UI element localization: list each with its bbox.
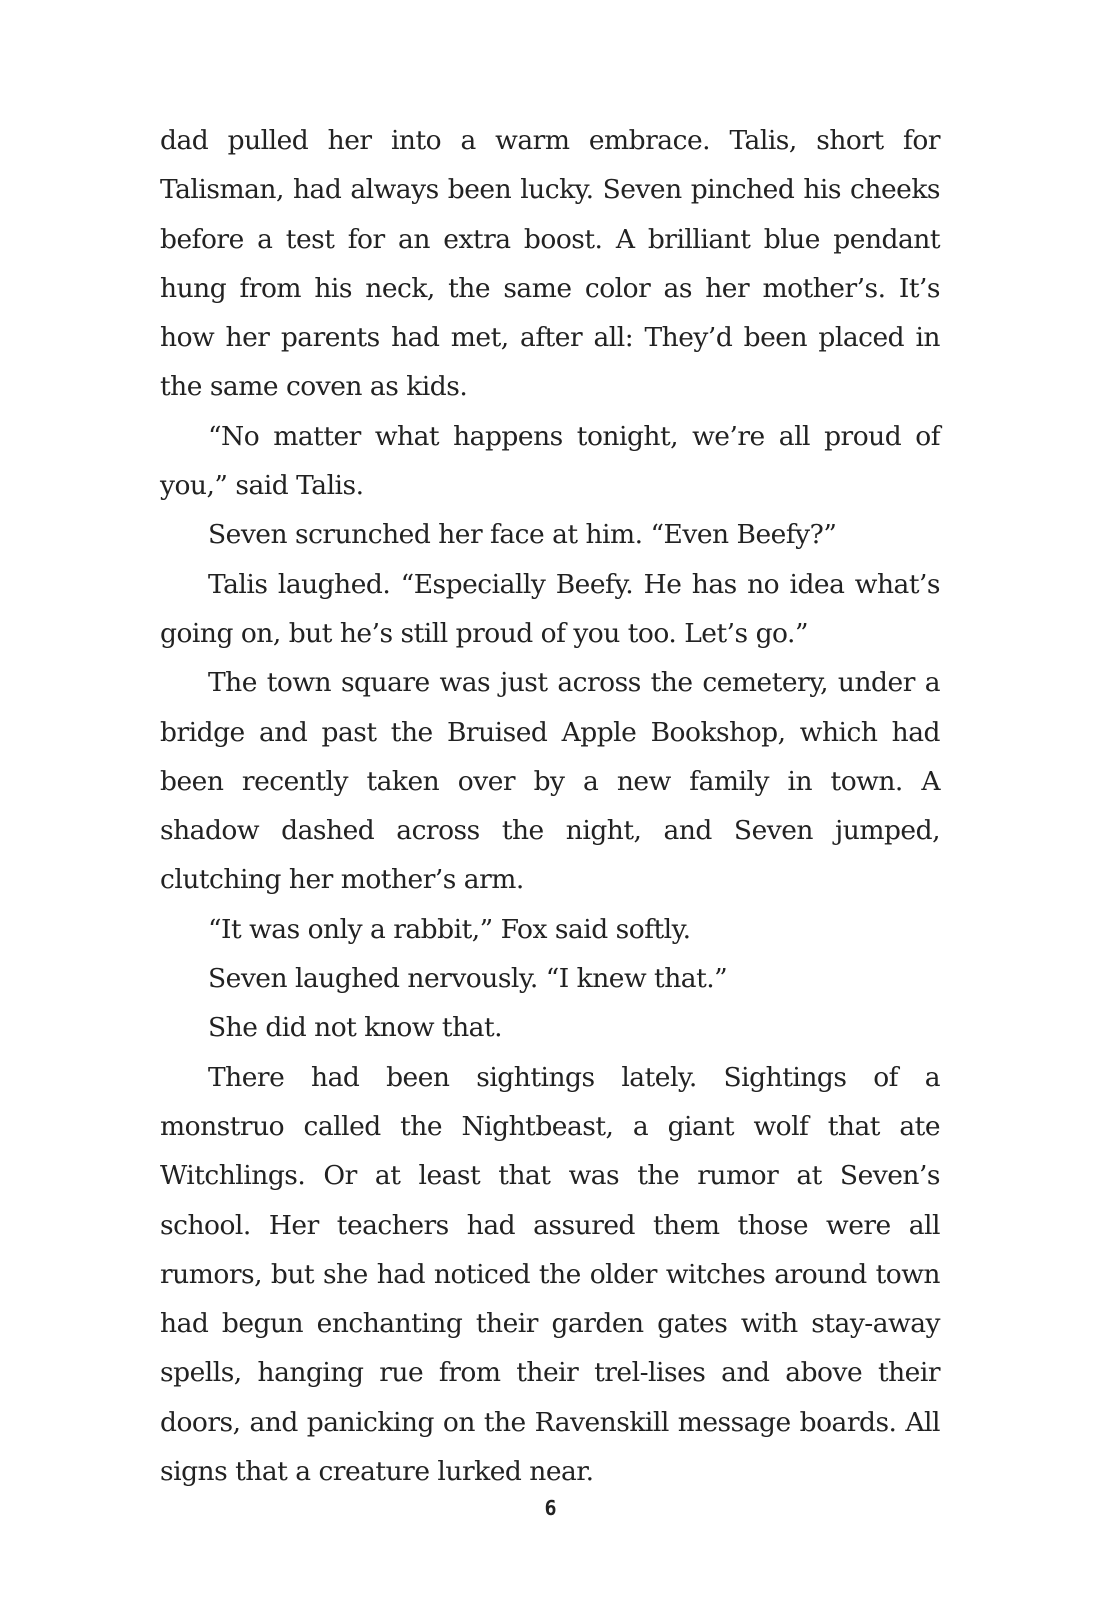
paragraph: The town square was just across the cemetery, under a bridge and past the Bruised Apple Bookshop, which had been recently taken over by a new family in town. A shadow dashed across the night, and Seven jumped, clutching her mother’s arm. [160,667,940,896]
paragraph: Seven scrunched her face at him. “Even Beefy?” [208,519,837,551]
paragraph: dad pulled her into a warm embrace. Talis, short for Talisman, had always been lucky. Seven pinched his cheeks before a test for an extra boost. A brilliant blue pendant hung from his neck, the same color as her mother’s. It’s how her parents had met, after all: They’d been placed in the same coven as kids. [160,125,940,403]
body-text [160,116,940,1496]
page-number: 6 [544,1496,557,1520]
paragraph: Talis laughed. “Especially Beefy. He has no idea what’s going on, but he’s still proud of you too. Let’s go.” [160,568,940,649]
paragraph: “No matter what happens tonight, we’re all proud of you,” said Talis. [160,420,940,502]
paragraph: She did not know that. [208,1012,503,1044]
paragraph: Seven laughed nervously. “I knew that.” [208,963,728,995]
paragraph: There had been sightings lately. Sightings of a monstruo called the Nightbeast, a giant wolf that ate Witchlings. Or at least that was the rumor at Seven’s school. Her teachers had assured them those were all rumors, but she had noticed the older witches around town had begun enchanting their garden gates with stay-away spells, hanging rue from their trel-lises and above their doors, and panicking on the Ravenskill message boards. All signs that a creature lurked near. [160,1061,940,1488]
paragraph: “It was only a rabbit,” Fox said softly. [208,913,691,945]
